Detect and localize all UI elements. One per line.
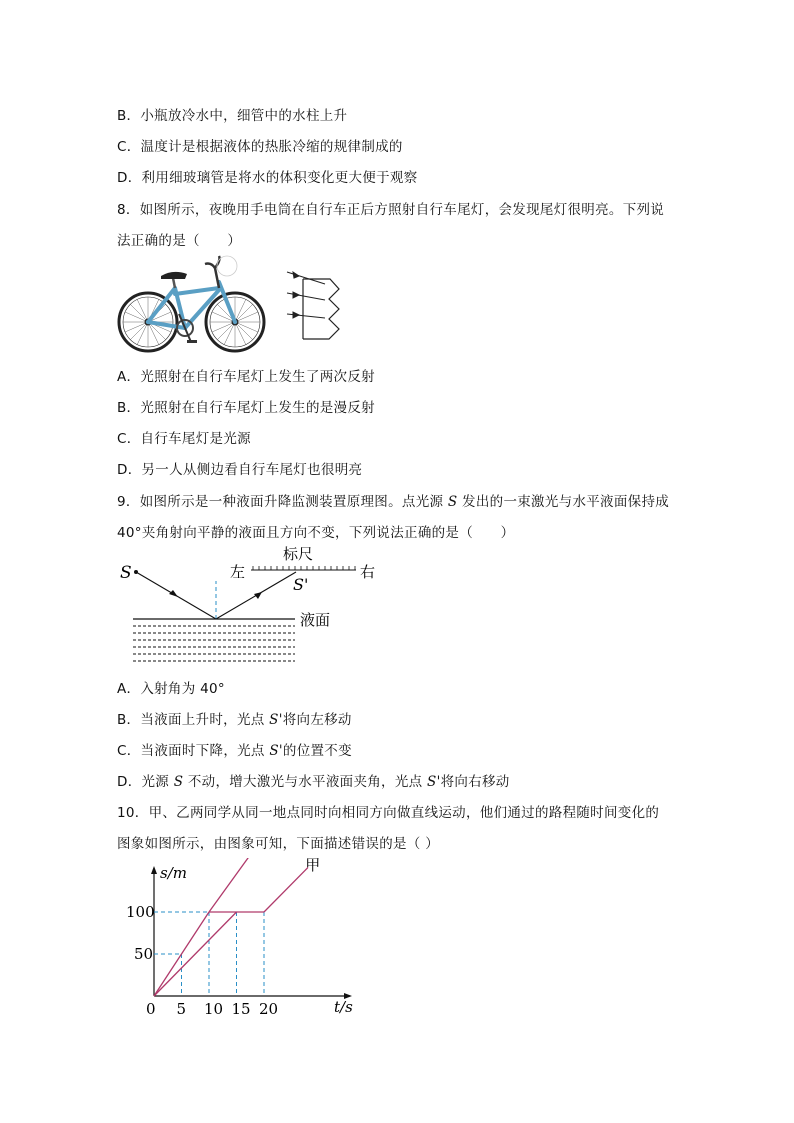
- q9-stem-line1: [117, 490, 669, 510]
- y-tick-label: 100: [126, 903, 155, 921]
- q9-d-text-a: D．光源: [117, 774, 174, 790]
- y-axis-arrow: [151, 866, 157, 874]
- q9-stem-line2: 40°夹角射向平静的液面且方向不变，下列说法正确的是（ ）: [117, 525, 515, 541]
- liquid-level-figure: [115, 545, 380, 670]
- q7-option-b: B．小瓶放冷水中，细管中的水柱上升: [117, 108, 348, 124]
- x-axis-label: t/s: [334, 998, 353, 1016]
- q9-d-text-c: 将向右移动: [440, 774, 510, 790]
- bike-frame: [148, 282, 235, 328]
- q9-stem-text-a: 9．如图所示是一种液面升降监测装置原理图。点光源: [117, 494, 448, 510]
- bike-seat: [161, 272, 187, 288]
- right-label: 右: [360, 563, 376, 581]
- ruler-ticks: [253, 566, 355, 570]
- liquid-label: 液面: [300, 611, 331, 629]
- q9-stem-text-b: 发出的一束激光与水平液面保持成: [457, 494, 670, 510]
- reflector-diagram: [303, 279, 339, 339]
- q9-b-text-a: B．当液面上升时，光点: [117, 712, 270, 728]
- q9-d-var2: S': [427, 774, 441, 790]
- series-yi-extend: [209, 858, 250, 912]
- x-tick-label: 10: [204, 1000, 224, 1018]
- y-tick-label: 50: [134, 945, 154, 963]
- x-tick-label: 20: [259, 1000, 279, 1018]
- ruler-label: 标尺: [283, 545, 314, 563]
- q9-c-text-b: 的位置不变: [282, 743, 352, 759]
- left-label: 左: [230, 563, 246, 581]
- q9-option-b: [117, 708, 352, 728]
- q9-stem-var: S: [447, 494, 458, 510]
- q9-b-text-b: 将向左移动: [282, 712, 352, 728]
- q7-option-d: D．利用细玻璃管是将水的体积变化更大便于观察: [117, 170, 418, 186]
- series-jia-rise: [154, 912, 237, 996]
- q10-stem-line2: 图象如图所示，由图象可知，下面描述错误的是（ ）: [117, 836, 439, 852]
- q8-option-b: B．光照射在自行车尾灯上发生的是漫反射: [117, 400, 375, 416]
- q8-option-d: D．另一人从侧边看自行车尾灯也很明亮: [117, 462, 363, 478]
- distance-time-chart: [120, 858, 370, 1018]
- q9-b-var: S': [269, 712, 283, 728]
- q10-stem-line1: 10．甲、乙两同学从同一地点同时向相同方向做直线运动，他们通过的路程随时间变化的: [117, 805, 660, 821]
- q8-option-c: C．自行车尾灯是光源: [117, 431, 251, 447]
- q9-option-d: [117, 770, 510, 790]
- source-label: S: [120, 563, 132, 583]
- series-jia-extend: [264, 867, 308, 912]
- x-tick-label: 5: [176, 1000, 187, 1018]
- q9-option-c: [117, 739, 352, 759]
- q9-d-var1: S: [173, 774, 184, 790]
- series-label-jia: 甲: [305, 858, 321, 874]
- incident-arrow: [169, 590, 178, 597]
- y-axis-label: s/m: [160, 864, 187, 882]
- q9-option-a: A．入射角为 40°: [117, 681, 225, 697]
- q8-stem-line2: 法正确的是（ ）: [117, 233, 242, 249]
- q9-c-var: S': [269, 743, 283, 759]
- q7-option-c: C．温度计是根据液体的热胀冷缩的规律制成的: [117, 139, 403, 155]
- x-tick-label: 15: [231, 1000, 251, 1018]
- bicycle-figure: [115, 252, 375, 357]
- spot-label: S': [293, 575, 309, 594]
- liquid-body: [133, 626, 295, 661]
- x-tick-label: 0: [146, 1000, 156, 1018]
- q9-c-text-a: C．当液面时下降，光点: [117, 743, 270, 759]
- q8-option-a: A．光照射在自行车尾灯上发生了两次反射: [117, 369, 375, 385]
- q9-d-text-b: 不动，增大激光与水平液面夹角，光点: [183, 774, 428, 790]
- q8-stem-line1: 8．如图所示，夜晚用手电筒在自行车正后方照射自行车尾灯，会发现尾灯很明亮。下列说: [117, 202, 665, 218]
